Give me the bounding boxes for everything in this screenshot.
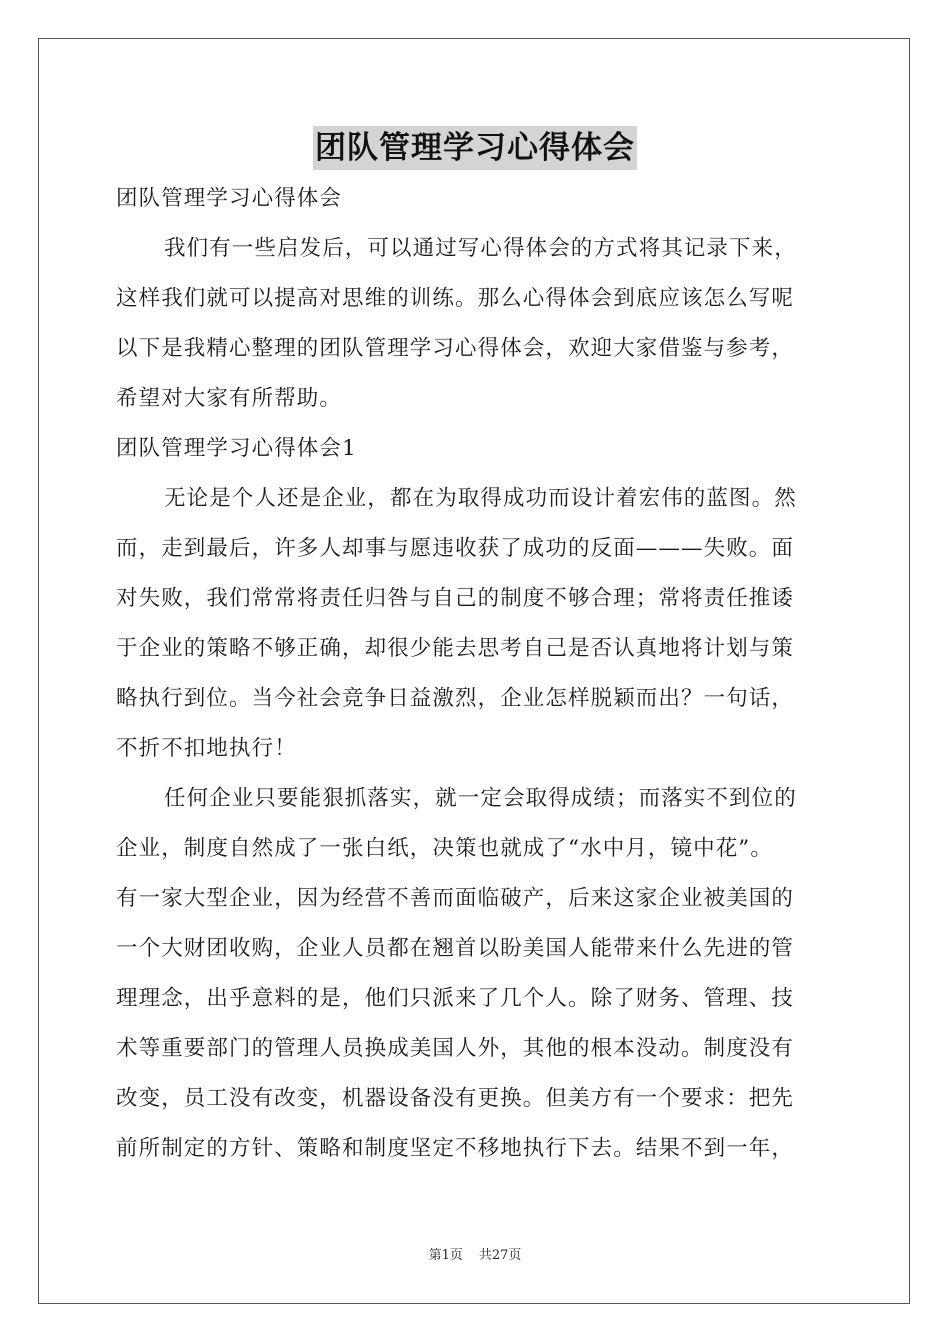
paragraph-line: 而，走到最后，许多人却事与愿违收获了成功的反面———失败。面 [116, 536, 795, 561]
paragraph-line: 任何企业只要能狠抓落实，就一定会取得成绩；而落实不到位的 [164, 786, 797, 811]
paragraph-line: 理理念，出乎意料的是，他们只派来了几个人。除了财务、管理、技 [116, 986, 795, 1011]
paragraph-line: 一个大财团收购，企业人员都在翘首以盼美国人能带来什么先进的管 [116, 936, 795, 961]
page-border [38, 38, 910, 1304]
paragraph-line: 于企业的策略不够正确，却很少能去思考自己是否认真地将计划与策 [116, 636, 795, 661]
paragraph-line: 以下是我精心整理的团队管理学习心得体会，欢迎大家借鉴与参考， [116, 336, 795, 361]
page-total: 共27页 [478, 1248, 522, 1263]
paragraph-line: 术等重要部门的管理人员换成美国人外，其他的根本没动。制度没有 [116, 1036, 795, 1061]
paragraph-line: 希望对大家有所帮助。 [116, 386, 343, 411]
paragraph-line: 对失败，我们常常将责任归咎与自己的制度不够合理；常将责任推诿 [116, 586, 795, 611]
paragraph-line: 企业，制度自然成了一张白纸，决策也就成了“水中月，镜中花”。 [116, 836, 773, 861]
paragraph-line: 这样我们就可以提高对思维的训练。那么心得体会到底应该怎么写呢 [116, 286, 795, 311]
paragraph-line: 我们有一些启发后，可以通过写心得体会的方式将其记录下来， [164, 236, 797, 261]
paragraph-line: 改变，员工没有改变，机器设备没有更换。但美方有一个要求：把先 [116, 1086, 795, 1111]
paragraph-line: 略执行到位。当今社会竞争日益激烈，企业怎样脱颖而出？一句话， [116, 686, 795, 711]
page-number: 第1页 [428, 1248, 463, 1263]
paragraph-line: 无论是个人还是企业，都在为取得成功而设计着宏伟的蓝图。然 [164, 486, 797, 511]
title-wrap [0, 126, 950, 170]
paragraph-line: 不折不扣地执行！ [116, 736, 297, 761]
subtitle-line: 团队管理学习心得体会 [116, 186, 343, 211]
section-heading: 团队管理学习心得体会1 [116, 436, 357, 461]
paragraph-line: 前所制定的方针、策略和制度坚定不移地执行下去。结果不到一年， [116, 1136, 795, 1161]
paragraph-line: 有一家大型企业，因为经营不善而面临破产，后来这家企业被美国的 [116, 886, 795, 911]
document-title: 团队管理学习心得体会 [313, 126, 637, 170]
page-footer [0, 1247, 950, 1265]
